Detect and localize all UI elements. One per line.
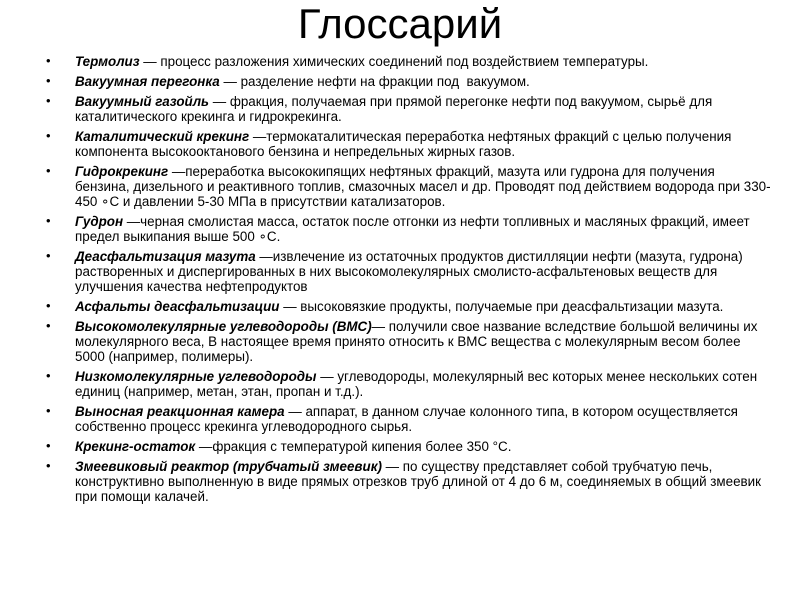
glossary-definition: — процесс разложения химических соединений под воздействием температуры.: [139, 54, 649, 70]
glossary-item: [40, 249, 772, 294]
glossary-definition: —переработка высококипящих нефтяных фракций, мазута или гудрона для получения бензина, дизельного и реактивного топлив, смазочных масел и др. Проводят под действием водорода при 330-450 ∘С и давлении 5-30 МПа в присутствии катализаторов.: [75, 164, 771, 210]
glossary-term: Деасфальтизация мазута: [75, 249, 256, 265]
glossary-item: [40, 94, 772, 124]
glossary-definition: — аппарат, в данном случае колонного типа, в котором осуществляется собственно процесс крекинга углеводородного сырья.: [75, 404, 742, 435]
glossary-term: Термолиз: [75, 54, 140, 70]
glossary-term: Вакуумная перегонка: [75, 74, 220, 90]
slide: [0, 1, 800, 601]
glossary-definition: —фракция с температурой кипения более 350 °C.: [195, 439, 512, 455]
glossary-term: Гидрокрекинг: [75, 164, 169, 180]
glossary-term: Низкомолекулярные углеводороды: [75, 369, 317, 385]
glossary-definition: — фракция, получаемая при прямой перегонке нефти под вакуумом, сырьё для каталитического крекинга и гидрокрекинга.: [75, 94, 716, 125]
glossary-item: [40, 54, 772, 69]
glossary-item: [40, 214, 772, 244]
glossary-item: [40, 164, 772, 209]
glossary-term: Гудрон: [75, 214, 124, 230]
glossary-term: Асфальты деасфальтизации: [75, 299, 280, 315]
glossary-definition: — разделение нефти на фракции под вакуумом.: [219, 74, 530, 90]
glossary-item: [40, 369, 772, 399]
glossary-item: [40, 404, 772, 434]
glossary-term: Крекинг-остаток: [75, 439, 196, 455]
glossary-term: Высокомолекулярные углеводороды (ВМС): [75, 319, 372, 335]
glossary-definition: — высоковязкие продукты, получаемые при деасфальтизации мазута.: [279, 299, 724, 315]
glossary-definition: —термокаталитическая переработка нефтяных фракций с целью получения компонента высокооктанового бензина и непредельных жирных газов.: [75, 129, 736, 160]
glossary-item: [40, 319, 772, 364]
glossary-item: [40, 459, 772, 504]
glossary-term: Каталитический крекинг: [75, 129, 250, 145]
glossary-definition: —извлечение из остаточных продуктов дистилляции нефти (мазута, гудрона) растворенных и диспергированных в них высокомолекулярных смолисто-асфальтеновых веществ для улучшения качества нефтепродуктов: [75, 249, 747, 295]
glossary-definition: — по существу представляет собой трубчатую печь, конструктивно выполненную в виде прямых отрезков труб длиной от 4 до 6 м, соединяемых в общий змеевик при помощи калачей.: [75, 459, 765, 505]
glossary-list: [40, 54, 772, 504]
glossary-definition: —черная смолистая масса, остаток после отгонки из нефти топливных и масляных фракций, имеет предел выкипания выше 500 ∘С.: [75, 214, 754, 245]
glossary-item: [40, 74, 772, 89]
glossary-definition: — получили свое название вследствие большой величины их молекулярного веса, В настоящее время принято относить к ВМС вещества с молекулярным весом более 5000 (например, полимеры).: [75, 319, 762, 365]
glossary-term: Вакуумный газойль: [75, 94, 210, 110]
glossary-term: Змеевиковый реактор (трубчатый змеевик): [75, 459, 382, 475]
glossary-definition: — углеводороды, молекулярный вес которых менее нескольких сотен единиц (например, метан, этан, пропан и т.д.).: [75, 369, 761, 400]
glossary-item: [40, 299, 772, 314]
glossary-item: [40, 439, 772, 454]
slide-title: Глоссарий: [297, 0, 503, 47]
glossary-term: Выносная реакционная камера: [75, 404, 285, 420]
glossary-item: [40, 129, 772, 159]
